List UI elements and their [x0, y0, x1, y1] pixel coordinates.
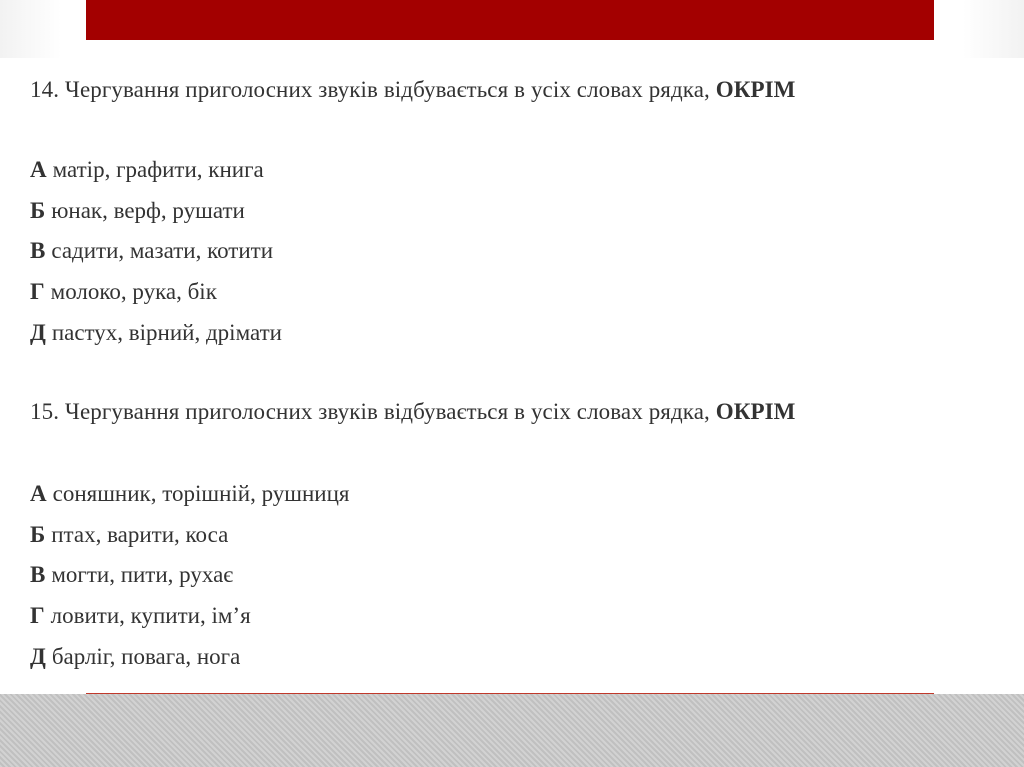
question-15-options — [30, 474, 350, 677]
answer-option — [30, 150, 282, 191]
question-14-options — [30, 150, 282, 353]
option-text: могти, пити, рухає — [51, 562, 234, 588]
question-text: 14. Чергування приголосних звуків відбувається в усіх словах рядка, — [30, 77, 710, 102]
option-text: соняшник, торішній, рушниця — [52, 481, 350, 506]
option-text: садити, мазати, котити — [51, 238, 273, 264]
answer-option — [30, 637, 350, 678]
option-text: барліг, повага, нога — [51, 643, 241, 669]
option-letter: Г — [30, 603, 45, 629]
option-text: молоко, рука, бік — [50, 279, 217, 305]
option-letter: А — [30, 157, 47, 182]
title-accent-bar — [86, 0, 934, 40]
option-letter: Д — [30, 319, 46, 345]
question-emphasis: ОКРІМ — [715, 399, 796, 424]
option-letter: Д — [30, 643, 46, 669]
slide-footer — [0, 694, 1024, 767]
question-emphasis: ОКРІМ — [715, 77, 796, 102]
option-text: ловити, купити, ім’я — [50, 603, 251, 629]
option-letter: Б — [30, 197, 46, 223]
option-letter: В — [30, 562, 46, 588]
answer-option — [30, 231, 282, 272]
answer-option — [30, 474, 350, 515]
answer-option — [30, 313, 282, 354]
answer-option — [30, 515, 350, 556]
option-text: матір, графити, книга — [52, 157, 264, 182]
option-text: птах, варити, коса — [51, 521, 229, 547]
option-text: юнак, верф, рушати — [51, 197, 245, 223]
option-letter: Г — [30, 279, 45, 305]
answer-option — [30, 191, 282, 232]
answer-option — [30, 272, 282, 313]
question-15-title — [30, 398, 796, 426]
question-text: 15. Чергування приголосних звуків відбувається в усіх словах рядка, — [30, 399, 710, 424]
answer-option — [30, 555, 350, 596]
option-letter: Б — [30, 521, 46, 547]
answer-option — [30, 596, 350, 637]
option-letter: А — [30, 481, 47, 506]
option-letter: В — [30, 238, 46, 264]
option-text: пастух, вірний, дрімати — [51, 319, 282, 345]
question-14-title — [30, 76, 796, 104]
